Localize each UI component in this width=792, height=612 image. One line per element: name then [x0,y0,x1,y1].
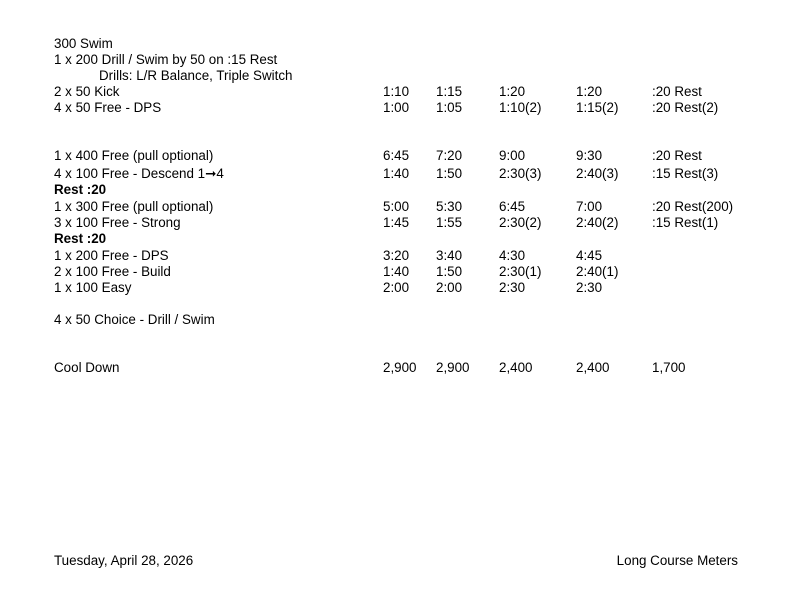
interval-col-3: 1:10(2) [499,100,542,115]
rest-col: :20 Rest(200) [652,199,734,214]
interval-col-1: 5:00 [383,199,410,214]
footer-course: Long Course Meters [616,553,738,568]
interval-col-4: 4:45 [576,248,603,263]
set-description: 4 x 50 Free - DPS [54,100,162,115]
interval-col-2: 3:40 [436,248,463,263]
interval-col-4: 2:40(2) [576,215,619,230]
set-description: 1 x 300 Free (pull optional) [54,199,214,214]
workout-row [0,148,792,164]
rest-col: :20 Rest(2) [652,100,719,115]
workout-row [0,166,792,182]
interval-col-2: 1:05 [436,100,463,115]
set-description: 4 x 100 Free - Descend 1➞4 [54,166,224,181]
footer-date: Tuesday, April 28, 2026 [54,553,194,568]
interval-col-1: 1:10 [383,84,410,99]
workout-row [0,84,792,100]
interval-col-4: 2:40(1) [576,264,619,279]
rest-col: :15 Rest(1) [652,215,719,230]
total-col-3: 2,400 [499,360,533,375]
interval-col-1: 1:00 [383,100,410,115]
interval-col-3: 6:45 [499,199,526,214]
interval-col-2: 5:30 [436,199,463,214]
rest-col: :15 Rest(3) [652,166,719,181]
interval-col-3: 2:30(2) [499,215,542,230]
interval-col-4: 2:30 [576,280,603,295]
workout-row [0,264,792,280]
set-description: 4 x 50 Choice - Drill / Swim [54,312,215,327]
interval-col-3: 2:30 [499,280,526,295]
set-description: 1 x 100 Easy [54,280,132,295]
workout-row [0,36,792,52]
rest-col: :20 Rest [652,148,702,163]
interval-col-3: 9:00 [499,148,526,163]
workout-row [0,312,792,328]
workout-row [0,52,792,68]
total-col-4: 2,400 [576,360,610,375]
interval-col-3: 1:20 [499,84,526,99]
interval-col-1: 6:45 [383,148,410,163]
total-col-1: 2,900 [383,360,417,375]
set-description: 1 x 400 Free (pull optional) [54,148,214,163]
interval-col-4: 7:00 [576,199,603,214]
total-col-5: 1,700 [652,360,686,375]
rest-heading: Rest :20 [54,182,107,197]
interval-col-3: 2:30(3) [499,166,542,181]
interval-col-2: 2:00 [436,280,463,295]
workout-row [0,360,792,376]
rest-heading: Rest :20 [54,231,107,246]
workout-row [0,100,792,116]
set-description: 2 x 100 Free - Build [54,264,171,279]
workout-row [0,280,792,296]
set-description: 3 x 100 Free - Strong [54,215,181,230]
interval-col-2: 1:55 [436,215,463,230]
set-description: 1 x 200 Free - DPS [54,248,169,263]
workout-row [0,248,792,264]
interval-col-1: 3:20 [383,248,410,263]
interval-col-1: 1:40 [383,166,410,181]
workout-row [0,182,792,198]
set-description: 1 x 200 Drill / Swim by 50 on :15 Rest [54,52,278,67]
interval-col-1: 1:40 [383,264,410,279]
workout-row [0,199,792,215]
set-description: 2 x 50 Kick [54,84,120,99]
interval-col-4: 2:40(3) [576,166,619,181]
interval-col-2: 1:50 [436,166,463,181]
set-description: Drills: L/R Balance, Triple Switch [99,68,293,83]
interval-col-4: 1:15(2) [576,100,619,115]
interval-col-3: 2:30(1) [499,264,542,279]
interval-col-2: 1:50 [436,264,463,279]
interval-col-2: 7:20 [436,148,463,163]
interval-col-4: 9:30 [576,148,603,163]
interval-col-1: 1:45 [383,215,410,230]
workout-row [0,68,792,84]
interval-col-4: 1:20 [576,84,603,99]
interval-col-3: 4:30 [499,248,526,263]
interval-col-1: 2:00 [383,280,410,295]
rest-col: :20 Rest [652,84,702,99]
total-col-2: 2,900 [436,360,470,375]
set-description: Cool Down [54,360,120,375]
set-description: 300 Swim [54,36,113,51]
workout-row [0,215,792,231]
workout-row [0,231,792,247]
interval-col-2: 1:15 [436,84,463,99]
